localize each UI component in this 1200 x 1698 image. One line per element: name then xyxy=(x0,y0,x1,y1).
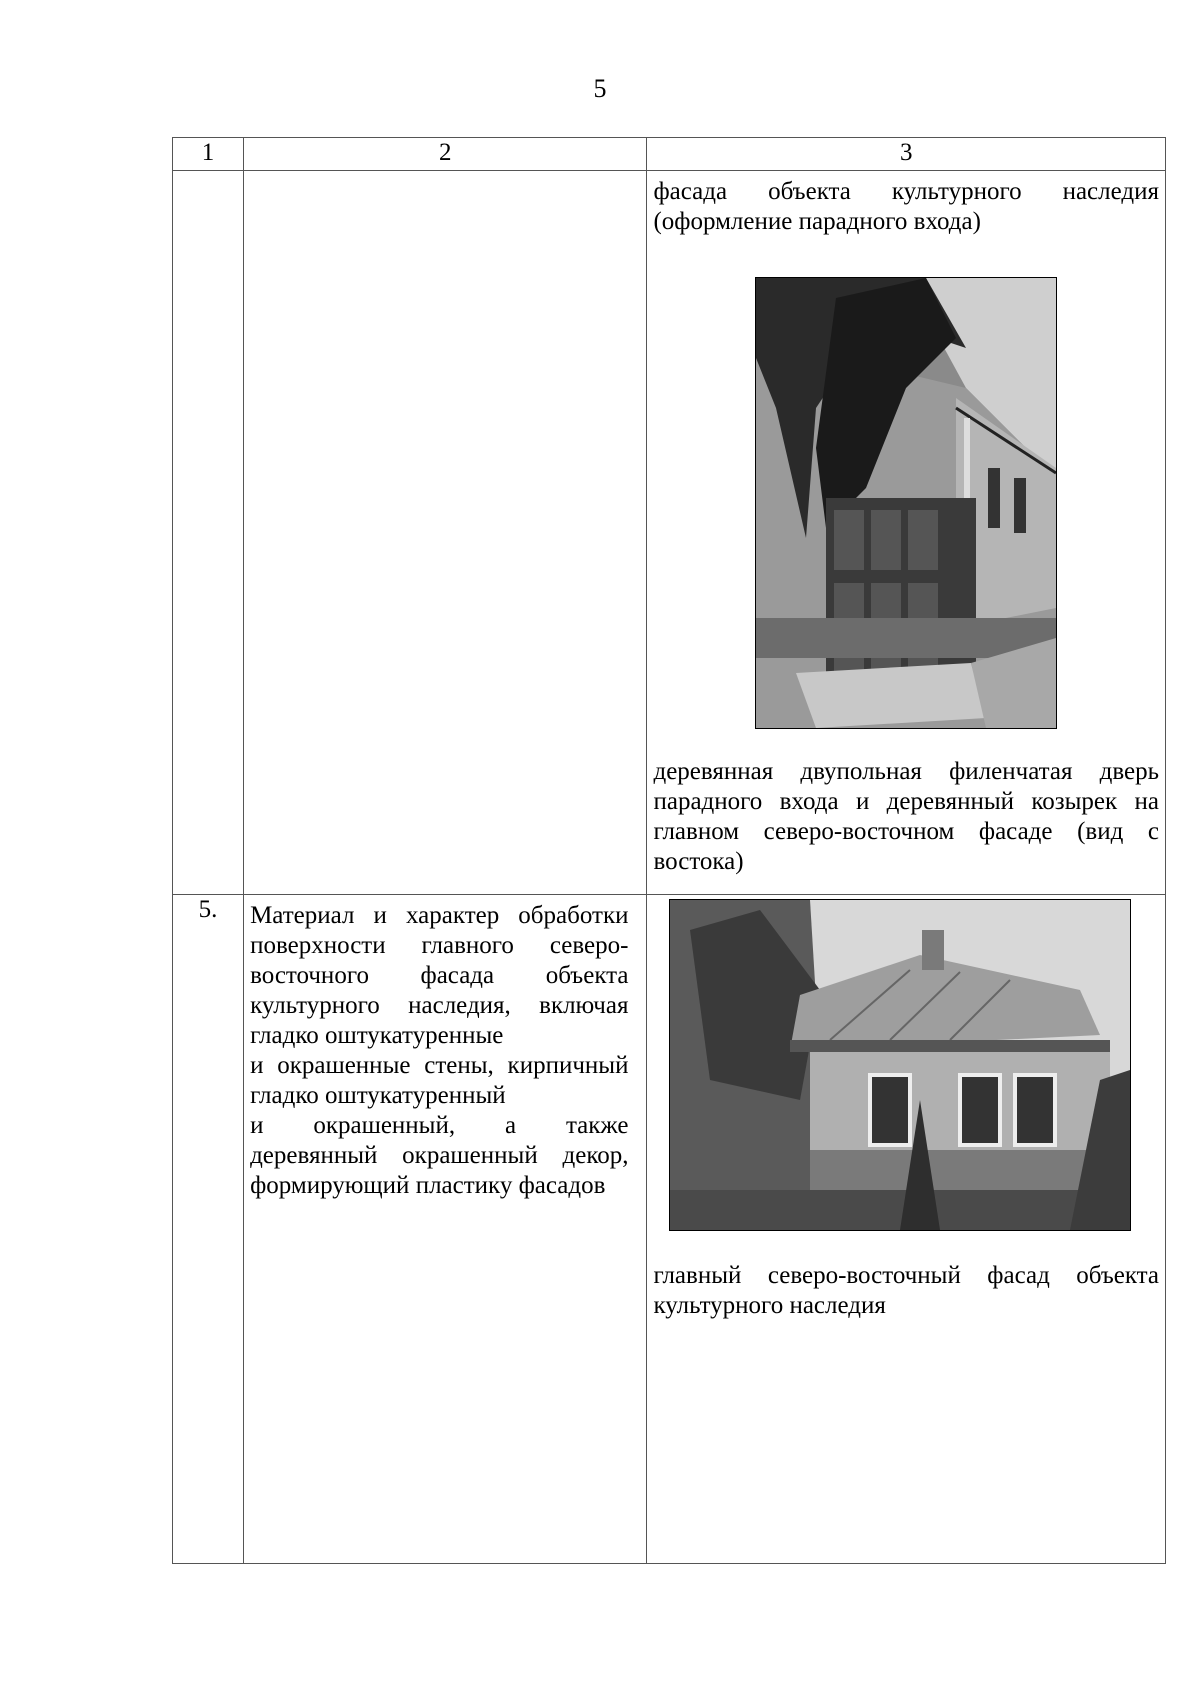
evidence-cell xyxy=(647,895,1166,1564)
table-row xyxy=(173,895,1166,1564)
table-row xyxy=(173,171,1166,895)
facade-photo xyxy=(669,899,1131,1231)
header-col-1: 1 xyxy=(173,138,244,171)
continued-text: фасада объекта культурного наследия (оформление парадного входа) xyxy=(653,178,1159,235)
protected-features-table xyxy=(172,137,1166,1564)
evidence-cell xyxy=(647,171,1166,895)
table-header-row xyxy=(173,138,1166,171)
facade-caption: главный северо-восточный фасад объекта культурного наследия xyxy=(653,1262,1159,1319)
description-cell xyxy=(244,171,647,895)
door-caption: деревянная двупольная филенчатая дверь парадного входа и деревянный козырек на главном северо-восточном фасаде (вид с востока) xyxy=(653,758,1159,875)
header-col-3: 3 xyxy=(647,138,1166,171)
description-cell xyxy=(244,895,647,1564)
description-paragraph-2: и окрашенные стены, кирпичный гладко оштукатуренный xyxy=(250,1052,629,1109)
row-number-cell: 5. xyxy=(173,895,244,1564)
page-number: 5 xyxy=(593,74,607,103)
door-photo xyxy=(755,277,1057,729)
description-paragraph-3: и окрашенный, а также деревянный окрашенный декор, формирующий пластику фасадов xyxy=(250,1112,629,1199)
row-number-cell xyxy=(173,171,244,895)
description-paragraph-1: Материал и характер обработки поверхности главного северо-восточного фасада объекта культурного наследия, включая гладко оштукатуренные xyxy=(250,902,629,1049)
header-col-2: 2 xyxy=(244,138,647,171)
